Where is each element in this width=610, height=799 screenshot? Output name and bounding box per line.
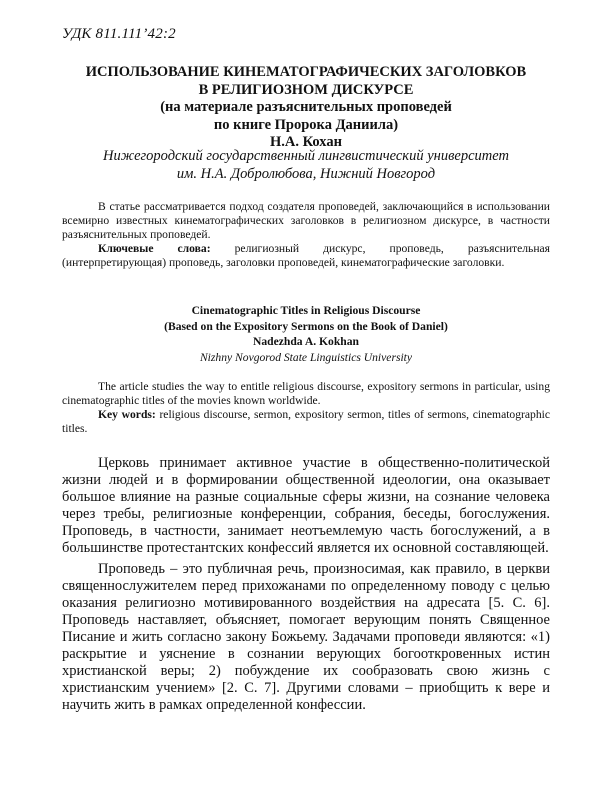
abstract-ru-text: В статье рассматривается подход создателя проповедей, заключающийся в использовании всемирно известных кинематографических заголовков в религиозном дискурсе, в частности разъяснительных проповедей. [62, 200, 550, 241]
udk-code: УДК 811.111’42:2 [62, 26, 176, 42]
keywords-ru-list: религиозный дискурс, проповедь, разъяснительная (интерпретирующая) проповедь, заголовки проповедей, кинематографические заголовки. [62, 242, 550, 269]
english-title-line-2: (Based on the Expository Sermons on the Book of Daniel) [164, 319, 448, 333]
keywords-en [62, 408, 550, 436]
body-paragraph-2: Проповедь – это публичная речь, произносимая, как правило, в церкви священнослужителем перед прихожанами по определенному поводу с целью оказания религиозно мотивированного воздействия на адресата [5. С. 6]. Проповедь наставляет, объясняет, помогает верующим понять Священное Писание и жить согласно закону Божьему. Задачами проповеди являются: «1) раскрытие и уяснение в сознании верующих богооткровенных истин христианской веры; 2) побуждение их сообразовать свою жизнь с христианским учением» [2. С. 7]. Другими словами – приобщить к вере и научить жить в рамках определенной конфессии. [62, 561, 550, 713]
article-title-line-1: ИСПОЛЬЗОВАНИЕ КИНЕМАТОГРАФИЧЕСКИХ ЗАГОЛОВКОВ [85, 64, 527, 80]
english-affiliation: Nizhny Novgorod State Linguistics University [199, 350, 413, 364]
keywords-ru [62, 242, 550, 270]
keywords-en-label: Key words: [98, 408, 156, 421]
article-title-line-2: В РЕЛИГИОЗНОМ ДИСКУРСЕ [198, 81, 414, 98]
keywords-ru-label: Ключевые слова: [98, 242, 211, 255]
affiliation-line-1: Нижегородский государственный лингвистический университет [103, 148, 509, 164]
author-affiliation [62, 148, 550, 183]
author-name: Н.А. Кохан [270, 134, 342, 150]
article-subtitle-line-1: (на материале разъяснительных проповедей [160, 99, 452, 115]
abstract-en-text: The article studies the way to entitle religious discourse, expository sermons in particular, using cinematographic titles of the movies known worldwide. [62, 380, 550, 407]
abstract-english [62, 380, 550, 436]
article-subtitle-line-2: по книге Пророка Даниила) [213, 116, 399, 133]
body-paragraph-1: Церковь принимает активное участие в общественно-политической жизни людей и в формировании общественной идеологии, она оказывает большое влияние на разные социальные сферы жизни, на сознание человека через требы, религиозные конференции, собрания, беседы, богослужения. Проповедь, в частности, занимает неотъемлемую часть богослужений, а в большинстве протестантских конфессий является их основной составляющей. [62, 455, 550, 556]
english-title-block [62, 303, 550, 365]
keywords-en-list: religious discourse, sermon, expository sermon, titles of sermons, cinematographic titles. [62, 408, 550, 435]
affiliation-line-2: им. Н.А. Добролюбова, Нижний Новгород [176, 165, 436, 182]
abstract-russian [62, 200, 550, 270]
article-body [62, 455, 550, 714]
article-title-block [62, 64, 550, 152]
english-author-name: Nadezhda A. Kokhan [253, 335, 359, 348]
english-title-line-1: Cinematographic Titles in Religious Discourse [191, 304, 421, 317]
